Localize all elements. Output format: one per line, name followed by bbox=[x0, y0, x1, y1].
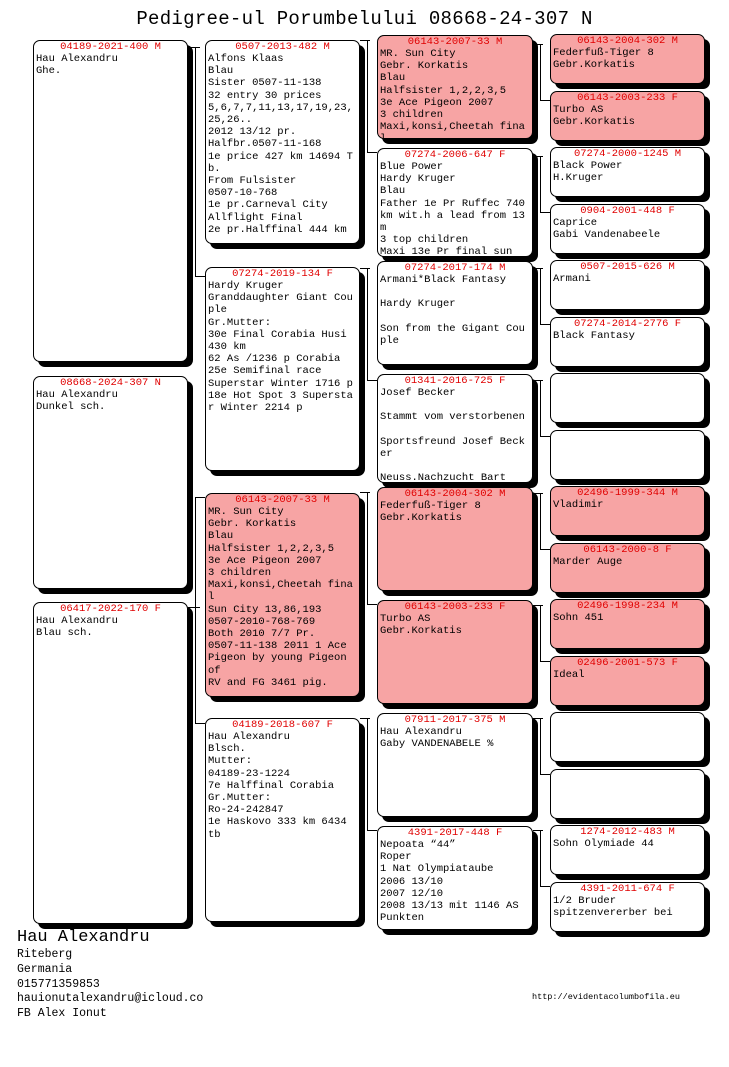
gen3-card-1[interactable] bbox=[377, 35, 533, 146]
subject-card[interactable] bbox=[33, 376, 188, 589]
gen3-card-8[interactable] bbox=[377, 826, 533, 930]
ring-number: 07911-2017-375 M bbox=[404, 714, 506, 726]
pigeon-info: Black Fantasy bbox=[553, 330, 635, 342]
owner-city: Riteberg bbox=[17, 948, 73, 961]
gen4-card-4[interactable] bbox=[550, 204, 705, 254]
connector-line bbox=[367, 40, 368, 152]
connector-line bbox=[367, 830, 377, 831]
connector-line bbox=[195, 276, 205, 277]
gen3-card-4[interactable] bbox=[377, 374, 533, 483]
connector-line bbox=[367, 604, 377, 605]
dam-card[interactable] bbox=[33, 602, 188, 924]
pigeon-info: Nepoata “44” Roper 1 Nat Olympiataube 2006 13/10 2007 12/10 2008 13/13 mit 1146 AS Punkten bbox=[380, 839, 519, 925]
gen4-card-5[interactable] bbox=[550, 260, 705, 310]
connector-line bbox=[195, 497, 196, 724]
ring-number: 06143-2007-33 M bbox=[235, 494, 330, 506]
connector-line bbox=[540, 661, 550, 662]
pigeon-info: Hau Alexandru Blsch. Mutter: 04189-23-1224 7e Halffinal Corabia Gr.Mutter: Ro-24-242847 1e Haskovo 333 km 6434 tb bbox=[208, 731, 347, 841]
pigeon-info: Caprice Gabi Vandenabeele bbox=[553, 217, 661, 242]
gen4-card-16[interactable] bbox=[550, 882, 705, 932]
pigeon-info: 1/2 Bruder spitzenvererber bei bbox=[553, 895, 673, 920]
pigeon-info: Turbo AS Gebr.Korkatis bbox=[553, 104, 635, 129]
ring-number: 06143-2004-302 M bbox=[577, 35, 678, 47]
ring-number: 07274-2017-174 M bbox=[404, 262, 506, 274]
ring-number: 1274-2012-483 M bbox=[580, 826, 675, 838]
ring-number: 06143-2004-302 M bbox=[404, 488, 506, 500]
ring-number: 06143-2003-233 F bbox=[577, 92, 678, 104]
pigeon-info: Josef Becker Stammt vom verstorbenen Sportsfreund Josef Becker Neuss.Nachzucht Bart bbox=[380, 387, 525, 485]
dam-sire-card[interactable] bbox=[205, 493, 360, 697]
ring-number: 06143-2007-33 M bbox=[407, 36, 503, 48]
ring-number bbox=[551, 374, 704, 386]
website-link[interactable]: http://evidentacolumbofila.eu bbox=[532, 992, 680, 1002]
pigeon-info: Alfons Klaas Blau Sister 0507-11-138 32 entry 30 prices 5,6,7,7,11,13,17,19,23,25,26.. 2012 13/12 pr. Halfbr.0507-11-168 1e price 427 km 14694 Tb. From Fulsister 0507-10-768 1e pr.Carneval City Allflight Final 2e pr.Halffinal 444 km bbox=[208, 53, 353, 236]
gen4-card-12[interactable] bbox=[550, 656, 705, 706]
connector-line bbox=[540, 436, 550, 437]
pigeon-info: Hau Alexandru Gaby VANDENABELE % bbox=[380, 726, 494, 751]
connector-line bbox=[360, 268, 370, 269]
sire-dam-card[interactable] bbox=[205, 267, 360, 471]
connector-line bbox=[540, 156, 541, 212]
pigeon-info: Hau Alexandru Blau sch. bbox=[36, 615, 118, 640]
connector-line bbox=[540, 100, 550, 101]
pigeon-info: Vladimir bbox=[553, 499, 604, 511]
connector-line bbox=[540, 549, 550, 550]
pigeon-info: Blue Power Hardy Kruger Blau Father 1e Pr Ruffec 740 km wit.h a lead from 13 m 3 top children Maxi 13e Pr final sun bbox=[380, 161, 525, 259]
ring-number: 0904-2001-448 F bbox=[580, 205, 675, 217]
connector-line bbox=[540, 718, 541, 774]
connector-line bbox=[540, 605, 541, 661]
connector-line bbox=[188, 607, 200, 608]
connector-line bbox=[360, 40, 370, 41]
gen4-card-6[interactable] bbox=[550, 317, 705, 367]
connector-line bbox=[360, 718, 370, 719]
ring-number: 07274-2006-647 F bbox=[404, 149, 506, 161]
ring-number: 0507-2015-626 M bbox=[580, 261, 675, 273]
ring-number bbox=[551, 713, 704, 725]
gen4-card-13[interactable] bbox=[550, 712, 705, 762]
pigeon-info: MR. Sun City Gebr. Korkatis Blau Halfsister 1,2,2,3,5 3e Ace Pigeon 2007 3 children Maxi,konsi,Cheetah final bbox=[380, 48, 525, 146]
gen3-card-6[interactable] bbox=[377, 600, 533, 704]
gen4-card-10[interactable] bbox=[550, 543, 705, 593]
pigeon-info: Hau Alexandru Dunkel sch. bbox=[36, 389, 118, 414]
ring-number bbox=[551, 431, 704, 443]
connector-line bbox=[533, 493, 543, 494]
connector-line bbox=[367, 152, 377, 153]
gen3-card-2[interactable] bbox=[377, 148, 533, 257]
ring-number: 4391-2017-448 F bbox=[407, 827, 503, 839]
pigeon-info: Sohn 451 bbox=[553, 612, 604, 624]
owner-country: Germania bbox=[17, 962, 73, 976]
ring-number: 4391-2011-674 F bbox=[580, 883, 675, 895]
connector-line bbox=[533, 44, 543, 45]
connector-line bbox=[533, 830, 543, 831]
owner-block bbox=[17, 928, 203, 1022]
ring-number: 0507-2013-482 M bbox=[235, 41, 330, 53]
connector-line bbox=[360, 492, 370, 493]
ring-number: 08668-2024-307 N bbox=[60, 377, 161, 389]
pigeon-info: Black Power H.Kruger bbox=[553, 160, 623, 185]
owner-phone: 015771359853 bbox=[17, 977, 100, 991]
owner-email[interactable]: hauionutalexandru@icloud.co bbox=[17, 992, 204, 1006]
gen4-card-3[interactable] bbox=[550, 147, 705, 197]
gen3-card-3[interactable] bbox=[377, 261, 533, 365]
sire-sire-card[interactable] bbox=[205, 40, 360, 244]
ring-number: 02496-1998-234 M bbox=[577, 600, 678, 612]
ring-number: 02496-2001-573 F bbox=[577, 657, 678, 669]
ring-number: 06417-2022-170 F bbox=[60, 603, 161, 615]
gen3-card-5[interactable] bbox=[377, 487, 533, 591]
connector-line bbox=[367, 718, 368, 830]
connector-line bbox=[540, 774, 550, 775]
gen4-card-1[interactable] bbox=[550, 34, 705, 84]
page-title: Pedigree-ul Porumbelului 08668-24-307 N bbox=[136, 8, 593, 30]
pigeon-info: Federfuß-Tiger 8 Gebr.Korkatis bbox=[553, 47, 654, 72]
ring-number: 04189-2021-400 M bbox=[60, 41, 161, 53]
connector-line bbox=[540, 493, 541, 549]
pigeon-info: Federfuß-Tiger 8 Gebr.Korkatis bbox=[380, 500, 481, 525]
connector-line bbox=[533, 605, 543, 606]
connector-line bbox=[533, 380, 543, 381]
connector-line bbox=[540, 212, 550, 213]
connector-line bbox=[195, 497, 205, 498]
connector-line bbox=[533, 156, 543, 157]
ring-number: 02496-1999-344 M bbox=[577, 487, 678, 499]
dam-dam-card[interactable] bbox=[205, 718, 360, 922]
pigeon-info: Hardy Kruger Granddaughter Giant Couple Gr.Mutter: 30e Final Corabia Husi 430 km 62 As /1236 p Corabia 25e Semifinal race Superstar Winter 1716 p 18e Hot Spot 3 Superstar Winter 2214 p bbox=[208, 280, 353, 415]
connector-line bbox=[367, 380, 377, 381]
connector-line bbox=[540, 380, 541, 436]
gen3-card-7[interactable] bbox=[377, 713, 533, 817]
ring-number: 07274-2000-1245 M bbox=[573, 148, 682, 160]
gen4-card-2[interactable] bbox=[550, 91, 705, 141]
ring-number: 01341-2016-725 F bbox=[404, 375, 506, 387]
gen4-card-9[interactable] bbox=[550, 486, 705, 536]
connector-line bbox=[540, 886, 550, 887]
connector-line bbox=[540, 44, 541, 100]
gen4-card-14[interactable] bbox=[550, 769, 705, 819]
connector-line bbox=[540, 268, 541, 324]
gen4-card-15[interactable] bbox=[550, 825, 705, 875]
connector-line bbox=[540, 830, 541, 886]
pigeon-info: Armani*Black Fantasy Hardy Kruger Son from the Gigant Couple bbox=[380, 274, 525, 348]
connector-line bbox=[367, 492, 368, 604]
ring-number: 06143-2003-233 F bbox=[404, 601, 506, 613]
ring-number: 07274-2014-2776 F bbox=[573, 318, 682, 330]
pigeon-info: Hau Alexandru Ghe. bbox=[36, 53, 118, 78]
ring-number: 06143-2000-8 F bbox=[583, 544, 672, 556]
gen4-card-11[interactable] bbox=[550, 599, 705, 649]
pigeon-info: Marder Auge bbox=[553, 556, 623, 568]
connector-line bbox=[533, 718, 543, 719]
pigeon-info: Sohn Olymiade 44 bbox=[553, 838, 654, 850]
connector-line bbox=[195, 47, 196, 277]
gen4-card-7[interactable] bbox=[550, 373, 705, 423]
ring-number: 04189-2018-607 F bbox=[232, 719, 333, 731]
gen4-card-8[interactable] bbox=[550, 430, 705, 480]
owner-name: Hau Alexandru bbox=[17, 928, 150, 947]
connector-line bbox=[188, 47, 200, 48]
pigeon-info: Turbo AS Gebr.Korkatis bbox=[380, 613, 462, 638]
connector-line bbox=[540, 324, 550, 325]
pigeon-info: MR. Sun City Gebr. Korkatis Blau Halfsister 1,2,2,3,5 3e Ace Pigeon 2007 3 children Maxi,konsi,Cheetah final Sun City 13,86,193 0507-2010-768-769 Both 2010 7/7 Pr. 0507-11-138 2011 1 Ace Pigeon by young Pigeon of RV and FG 3461 pig. bbox=[208, 506, 353, 689]
pigeon-info: Ideal bbox=[553, 669, 585, 681]
owner-facebook: FB Alex Ionut bbox=[17, 1007, 107, 1021]
ring-number bbox=[551, 770, 704, 782]
connector-line bbox=[195, 723, 205, 724]
ring-number: 07274-2019-134 F bbox=[232, 268, 333, 280]
connector-line bbox=[367, 268, 368, 380]
connector-line bbox=[533, 268, 543, 269]
sire-card[interactable] bbox=[33, 40, 188, 362]
pigeon-info: Armani bbox=[553, 273, 591, 285]
